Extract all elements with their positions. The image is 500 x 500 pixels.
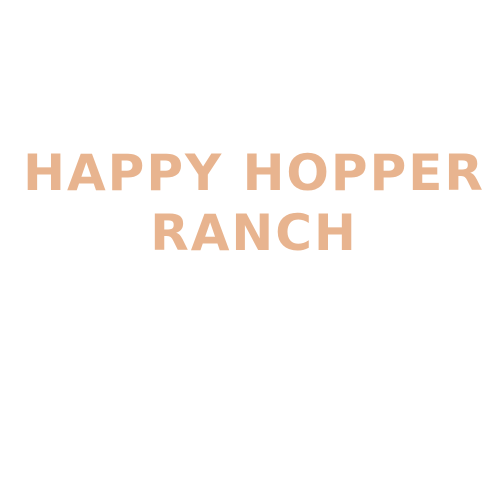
- logo-title-line-2: RANCH: [150, 204, 358, 262]
- logo-title-line-1: HAPPY HOPPER: [23, 144, 485, 202]
